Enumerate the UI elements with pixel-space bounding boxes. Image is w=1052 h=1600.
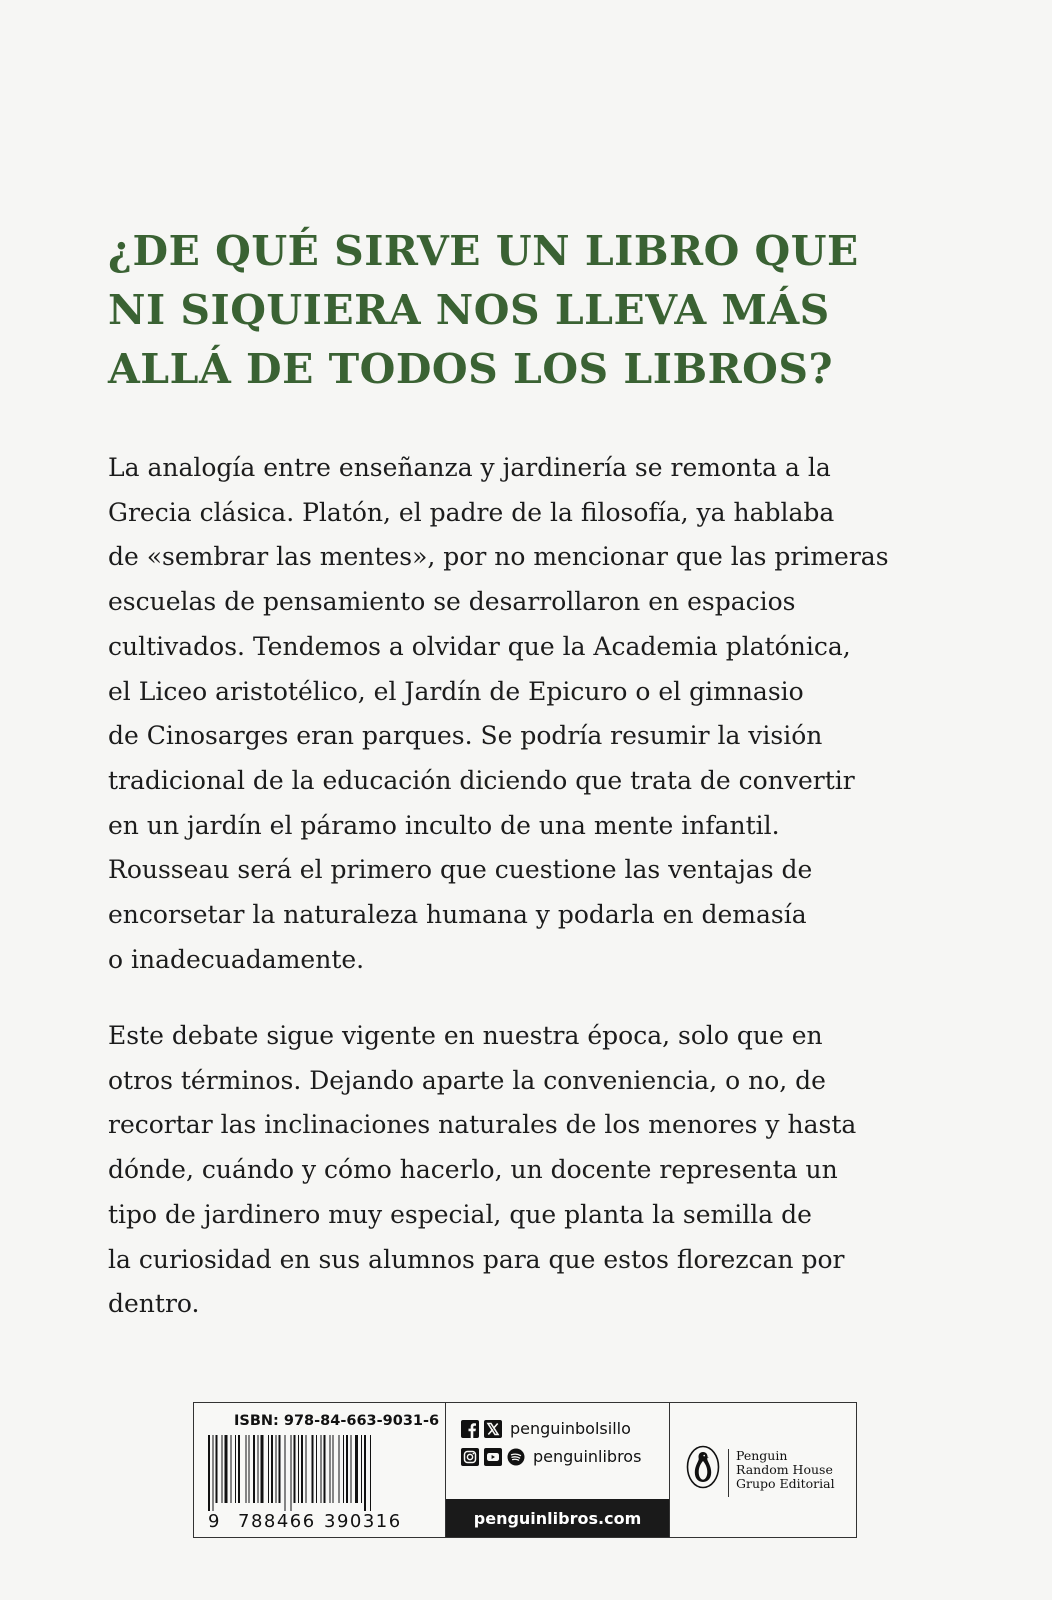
headline-line: NI SIQUIERA NOS LLEVA MÁS	[108, 286, 830, 334]
text-line: La analogía entre enseñanza y jardinería se remonta a la	[108, 453, 831, 482]
headline-line: ALLÁ DE TODOS LOS LIBROS?	[108, 345, 834, 393]
text-line: tradicional de la educación diciendo que trata de convertir	[108, 765, 855, 795]
barcode-block	[194, 1403, 446, 1537]
text-line: o inadecuadamente.	[108, 944, 365, 974]
text-line: en un jardín el páramo inculto de una mente infantil.	[108, 810, 780, 840]
penguin-logo-icon	[686, 1445, 720, 1489]
publisher-line: Random House	[736, 1462, 833, 1477]
publisher-name	[736, 1449, 835, 1491]
synopsis-paragraph-1	[108, 446, 988, 982]
text-line: escuelas de pensamiento se desarrollaron en espacios	[108, 587, 796, 617]
publisher-brand-block	[670, 1403, 856, 1537]
brand-divider	[728, 1449, 729, 1497]
text-line: Grecia clásica. Platón, el padre de la filosofía, ya hablaba	[108, 497, 835, 527]
text-line: encorsetar la naturaleza humana y podarla en demasía	[108, 900, 807, 930]
social-row	[460, 1447, 641, 1466]
social-row	[460, 1419, 631, 1438]
text-line: de Cinosarges eran parques. Se podría resumir la visión	[108, 721, 823, 751]
back-cover-headline	[108, 222, 968, 399]
text-line: dentro.	[108, 1289, 200, 1319]
text-line: Rousseau será el primero que cuestione las ventajas de	[108, 855, 813, 885]
spotify-icon[interactable]	[506, 1447, 525, 1466]
publisher-info-box	[193, 1402, 857, 1538]
barcode-digit-first: 9	[208, 1511, 220, 1532]
social-handle-primary[interactable]: penguinbolsillo	[510, 1419, 631, 1438]
headline-line: ¿DE QUÉ SIRVE UN LIBRO QUE	[108, 227, 859, 275]
text-line: la curiosidad en sus alumnos para que estos florezcan por	[108, 1244, 845, 1274]
barcode-digit-group: 390316	[324, 1511, 402, 1532]
x-icon[interactable]	[483, 1419, 502, 1438]
text-line: el Liceo aristotélico, el Jardín de Epicuro o el gimnasio	[108, 676, 804, 706]
social-block	[446, 1403, 670, 1537]
text-line: tipo de jardinero muy especial, que planta la semilla de	[108, 1199, 812, 1229]
publisher-line: Grupo Editorial	[736, 1476, 835, 1491]
text-line: dónde, cuándo y cómo hacerlo, un docente representa un	[108, 1155, 838, 1185]
barcode-digit-group: 788466	[238, 1511, 316, 1532]
text-line: recortar las inclinaciones naturales de los menores y hasta	[108, 1110, 857, 1140]
website-link[interactable]: penguinlibros.com	[446, 1499, 669, 1537]
facebook-icon[interactable]	[460, 1419, 479, 1438]
social-handle-secondary[interactable]: penguinlibros	[533, 1447, 642, 1466]
text-line: de «sembrar las mentes», por no mencionar que las primeras	[108, 542, 889, 572]
text-line: cultivados. Tendemos a olvidar que la Academia platónica,	[108, 631, 851, 661]
publisher-line: Penguin	[736, 1448, 788, 1463]
barcode-icon	[208, 1435, 432, 1511]
youtube-icon[interactable]	[483, 1447, 502, 1466]
isbn-label: ISBN: 978-84-663-9031-6	[234, 1413, 440, 1429]
text-line: otros términos. Dejando aparte la conveniencia, o no, de	[108, 1065, 826, 1095]
instagram-icon[interactable]	[460, 1447, 479, 1466]
synopsis-paragraph-2	[108, 1014, 988, 1327]
text-line: Este debate sigue vigente en nuestra época, solo que en	[108, 1021, 823, 1050]
